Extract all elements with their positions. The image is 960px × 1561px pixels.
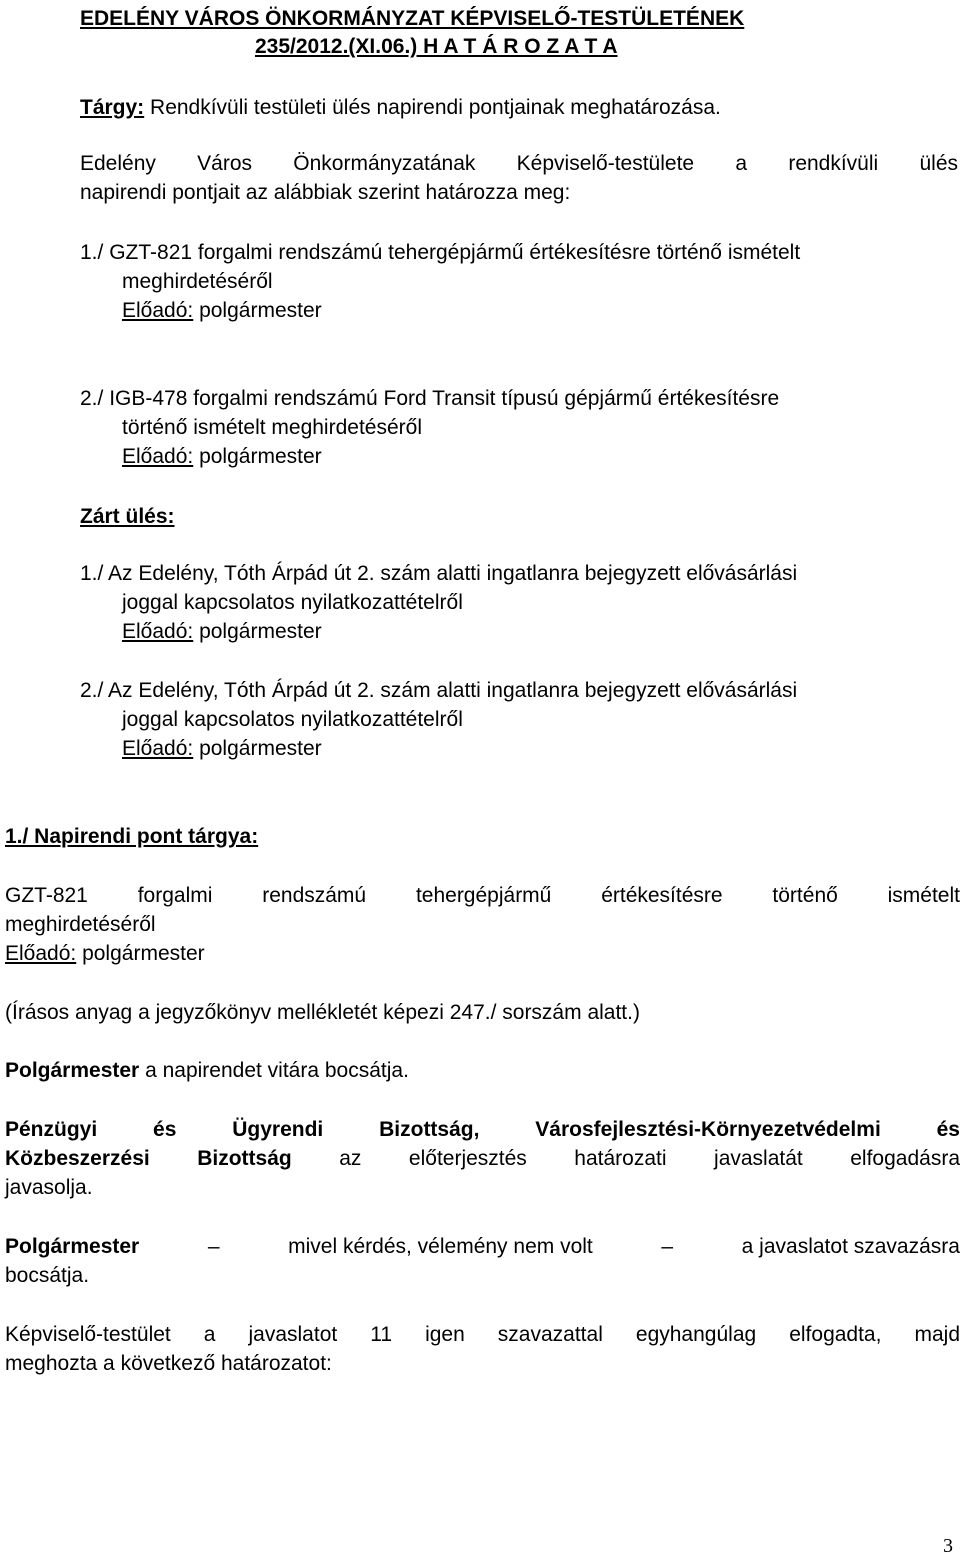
item-subject-line-1: GZT-821 forgalmi rendszámú tehergépjármű értékesítésre történő ismételt (5, 884, 960, 907)
item-subject-presenter: Előadó: polgármester (5, 942, 205, 965)
agenda-item-line-2: meghirdetéséről (122, 270, 273, 293)
mayor-vote-line-1: Polgármester – mivel kérdés, vélemény nem volt – a javaslatot szavazásra (5, 1235, 960, 1258)
committee-line-2: Közbeszerzési Bizottság az előterjesztés határozati javaslatát elfogadásra (5, 1147, 960, 1170)
closed-item-line-1: Az Edelény, Tóth Árpád út 2. szám alatti ingatlanra bejegyzett elővásárlási (108, 562, 798, 585)
title-line-2: 235/2012.(XI.06.) H A T Á R O Z A T A (255, 35, 618, 58)
item-subject-line-2: meghirdetéséről (5, 913, 156, 936)
agenda-item-number: 2./ (80, 387, 104, 410)
closed-item-presenter: Előadó: polgármester (122, 737, 322, 760)
result-paragraph (5, 1320, 960, 1378)
committee-line-3: javasolja. (5, 1176, 93, 1199)
agenda-item-2 (80, 384, 955, 471)
closed-item-line-1: Az Edelény, Tóth Árpád út 2. szám alatti ingatlanra bejegyzett elővásárlási (108, 679, 798, 702)
closed-session-heading: Zárt ülés: (80, 505, 175, 528)
mayor-vote-line-2: bocsátja. (5, 1264, 90, 1287)
subject-text: Rendkívüli testületi ülés napirendi pontjainak meghatározása. (144, 96, 721, 119)
title-line-1: EDELÉNY VÁROS ÖNKORMÁNYZAT KÉPVISELŐ-TESTÜLETÉNEK (80, 7, 745, 30)
closed-item-line-2: joggal kapcsolatos nyilatkozattételről (122, 708, 463, 731)
intro-line-2: napirendi pontjait az alábbiak szerint határozza meg: (80, 181, 571, 204)
subject-label: Tárgy: (80, 96, 145, 119)
closed-item-number: 1./ (80, 562, 104, 585)
agenda-item-line-2: történő ismételt meghirdetéséről (122, 416, 422, 439)
item-subject (5, 881, 960, 968)
mayor-vote-paragraph (5, 1232, 960, 1290)
result-line-1: Képviselő-testület a javaslatot 11 igen szavazattal egyhangúlag elfogadta, majd (5, 1323, 960, 1346)
agenda-item-number: 1./ (80, 241, 104, 264)
document-title (80, 5, 890, 61)
committee-line-1: Pénzügyi és Ügyrendi Bizottság, Városfejlesztési-Környezetvédelmi és (5, 1118, 960, 1141)
intro-line-1: Edelény Város Önkormányzatának Képviselő-testülete a rendkívüli ülés (80, 152, 958, 175)
agenda-item-presenter: Előadó: polgármester (122, 299, 322, 322)
intro-paragraph (80, 149, 958, 207)
mayor-debate-paragraph: Polgármester a napirendet vitára bocsátja. (5, 1059, 409, 1082)
agenda-item-line-1: GZT-821 forgalmi rendszámú tehergépjármű értékesítésre történő ismételt (109, 241, 801, 264)
page-number: 3 (943, 1535, 953, 1557)
closed-item-line-2: joggal kapcsolatos nyilatkozattételről (122, 591, 463, 614)
closed-item-1 (80, 559, 955, 646)
subject-line (80, 93, 721, 122)
agenda-item-presenter: Előadó: polgármester (122, 445, 322, 468)
result-line-2: meghozta a következő határozatot: (5, 1352, 332, 1375)
agenda-item-1 (80, 238, 955, 325)
committee-paragraph (5, 1115, 960, 1202)
written-material-note: (Írásos anyag a jegyzőkönyv mellékletét képezi 247./ sorszám alatt.) (5, 1001, 640, 1024)
closed-item-number: 2./ (80, 679, 104, 702)
item-heading: 1./ Napirendi pont tárgya: (5, 825, 259, 848)
agenda-item-line-1: IGB-478 forgalmi rendszámú Ford Transit típusú gépjármű értékesítésre (109, 387, 780, 410)
closed-item-presenter: Előadó: polgármester (122, 620, 322, 643)
closed-item-2 (80, 676, 955, 763)
